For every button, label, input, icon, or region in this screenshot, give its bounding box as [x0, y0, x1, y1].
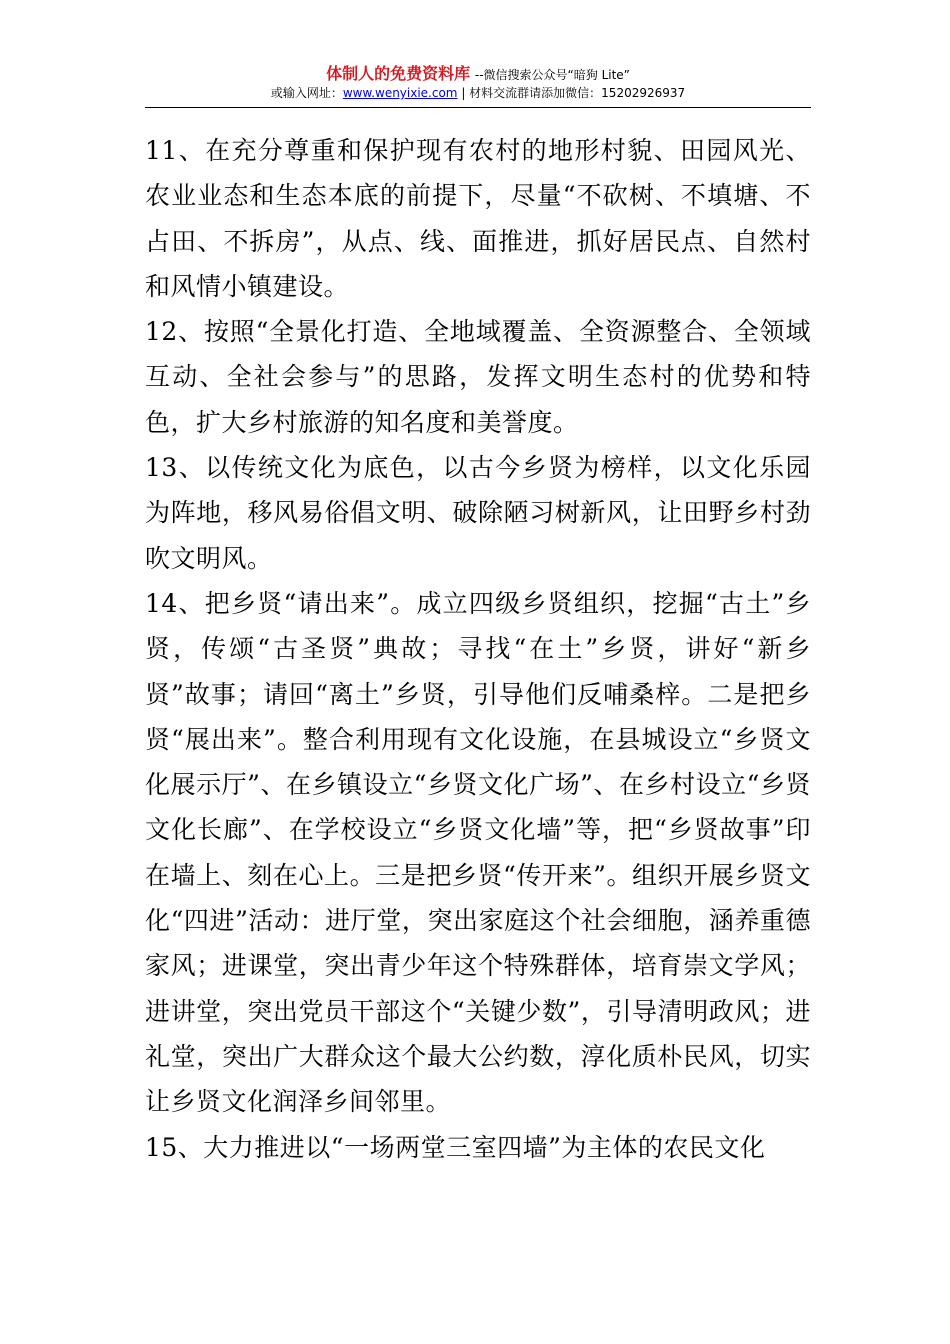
paragraph-14: 14、把乡贤“请出来”。成立四级乡贤组织，挖掘“古土”乡贤，传颂“古圣贤”典故；寻找“在土”乡贤，讲好“新乡贤”故事；请回“离土”乡贤，引导他们反哺桑梓。二是把乡贤“展出来”。整合利用现有文化设施，在县城设立“乡贤文化展示厅”、在乡镇设立“乡贤文化广场”、在乡村设立“乡贤文化长廊”、在学校设立“乡贤文化墙”等，把“乡贤故事”印在墙上、刻在心上。三是把乡贤“传开来”。组织开展乡贤文化“四进”活动：进厅堂，突出家庭这个社会细胞，涵养重德家风；进课堂，突出青少年这个特殊群体，培育崇文学风；进讲堂，突出党员干部这个“关键少数”，引导清明政风；进礼堂，突出广大群众这个最大公约数，淳化质朴民风，切实让乡贤文化润泽乡间邻里。 [145, 588, 811, 1117]
header-brand: 体制人的免费资料库 [326, 64, 471, 83]
header-title-line [145, 64, 811, 85]
header-contact-line [145, 85, 811, 102]
paragraph-13: 13、以传统文化为底色，以古今乡贤为榜样，以文化乐园为阵地，移风易俗倡文明、破除陋习树新风，让田野乡村劲吹文明风。 [145, 453, 811, 573]
header-site-link[interactable]: www.wenyixie.com [342, 86, 458, 100]
paragraph-15: 15、大力推进以“一场两堂三室四墙”为主体的农民文化 [145, 1132, 766, 1162]
paragraph-12: 12、按照“全景化打造、全地域覆盖、全资源整合、全领域互动、全社会参与”的思路，发挥文明生态村的优势和特色，扩大乡村旅游的知名度和美誉度。 [145, 317, 811, 437]
paragraph-11: 11、在充分尊重和保护现有农村的地形村貌、田园风光、农业业态和生态本底的前提下，尽量“不砍树、不填塘、不占田、不拆房”，从点、线、面推进，抓好居民点、自然村和风情小镇建设。 [145, 136, 811, 301]
document-body [145, 128, 811, 1170]
header-contact: | 材料交流群请添加微信：15202926937 [457, 86, 686, 100]
page-header [145, 64, 811, 102]
header-site-prefix: 或输入网址： [270, 86, 343, 100]
header-tagline: --微信搜索公众号“暗狗 Lite” [474, 68, 630, 82]
header-divider [145, 107, 811, 108]
